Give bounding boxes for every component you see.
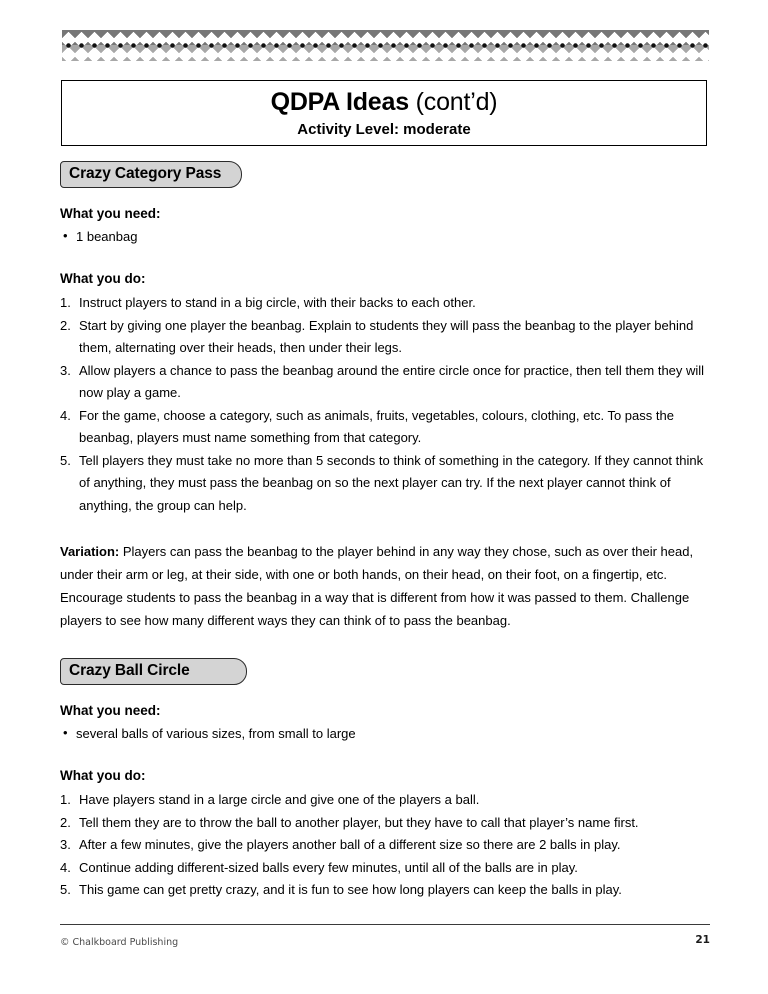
materials-list-2 [60, 724, 710, 743]
page-title-box [61, 80, 707, 146]
what-you-need-heading-1: What you need: [60, 206, 161, 221]
instructions-list-1 [60, 292, 710, 517]
list-item: After a few minutes, give the players another ball of a different size so there are 2 balls in play. [79, 837, 621, 852]
activity-section-crazy-ball-circle [60, 658, 710, 902]
instructions-list-2 [60, 789, 710, 902]
spacer [60, 743, 710, 767]
list-item: Start by giving one player the beanbag. Explain to students they will pass the beanbag to the player behind them, alternating over their heads, then under their legs. [79, 317, 694, 355]
spacer [60, 685, 710, 702]
page-title-strong: QDPA Ideas [270, 87, 409, 116]
activity-section-crazy-category-pass [60, 161, 710, 632]
page-title [271, 87, 498, 117]
footer-page-number: 21 [695, 934, 710, 946]
what-you-need-heading-2: What you need: [60, 703, 161, 718]
list-item: • several balls of various sizes, from small to large [60, 724, 710, 743]
what-you-do-heading-2: What you do: [60, 768, 146, 783]
list-item: Continue adding different-sized balls every few minutes, until all of the balls are in play. [79, 859, 578, 875]
list-item: For the game, choose a category, such as animals, fruits, vegetables, colours, clothing, etc. To pass the beanbag, players must name something from that category. [79, 407, 674, 445]
list-item: Allow players a chance to pass the beanbag around the entire circle once for practice, then tell them they will now play a game. [79, 362, 705, 400]
zigzag-dots-icon [62, 30, 709, 61]
list-item: Tell them they are to throw the ball to another player, but they have to call that player’s name first. [79, 814, 639, 830]
footer-divider [60, 924, 710, 925]
spacer [60, 632, 710, 658]
zigzag-border-decoration [62, 30, 709, 61]
list-item: Instruct players to stand in a big circle, with their backs to each other. [79, 295, 476, 310]
spacer [60, 246, 710, 270]
variation-text: Players can pass the beanbag to the player behind in any way they chose, such as over their head, under their arm or leg, at their side, with one or both hands, on their head, on their foot, on a fingertip, etc. Encourage students to pass the beanbag in a way that is different from how it was passed to them. Challenge players to see how many different ways they can think of to pass the beanbag. [60, 544, 694, 628]
content-column [60, 161, 710, 902]
list-item: This game can get pretty crazy, and it is fun to see how long players can keep the balls in play. [79, 882, 622, 897]
variation-label: Variation: [60, 544, 120, 559]
spacer [60, 517, 710, 540]
variation-paragraph [60, 540, 710, 632]
spacer [60, 188, 710, 205]
footer-copyright: © Chalkboard Publishing [60, 937, 179, 948]
list-item: Have players stand in a large circle and give one of the players a ball. [79, 792, 480, 807]
page-subtitle: Activity Level: moderate [297, 120, 471, 138]
section-badge-crazy-ball-circle: Crazy Ball Circle [60, 658, 247, 685]
what-you-do-heading-1: What you do: [60, 271, 146, 286]
section-badge-crazy-category-pass: Crazy Category Pass [60, 161, 242, 188]
list-item: Tell players they must take no more than 5 seconds to think of something in the category. If they cannot think of anything, they must pass the beanbag on so the next player can try. If the next player cannot think of anything, the group can help. [79, 452, 704, 513]
list-item: • 1 beanbag [60, 227, 710, 246]
materials-list-1 [60, 227, 710, 246]
page-title-continued: (cont’d) [415, 87, 498, 116]
